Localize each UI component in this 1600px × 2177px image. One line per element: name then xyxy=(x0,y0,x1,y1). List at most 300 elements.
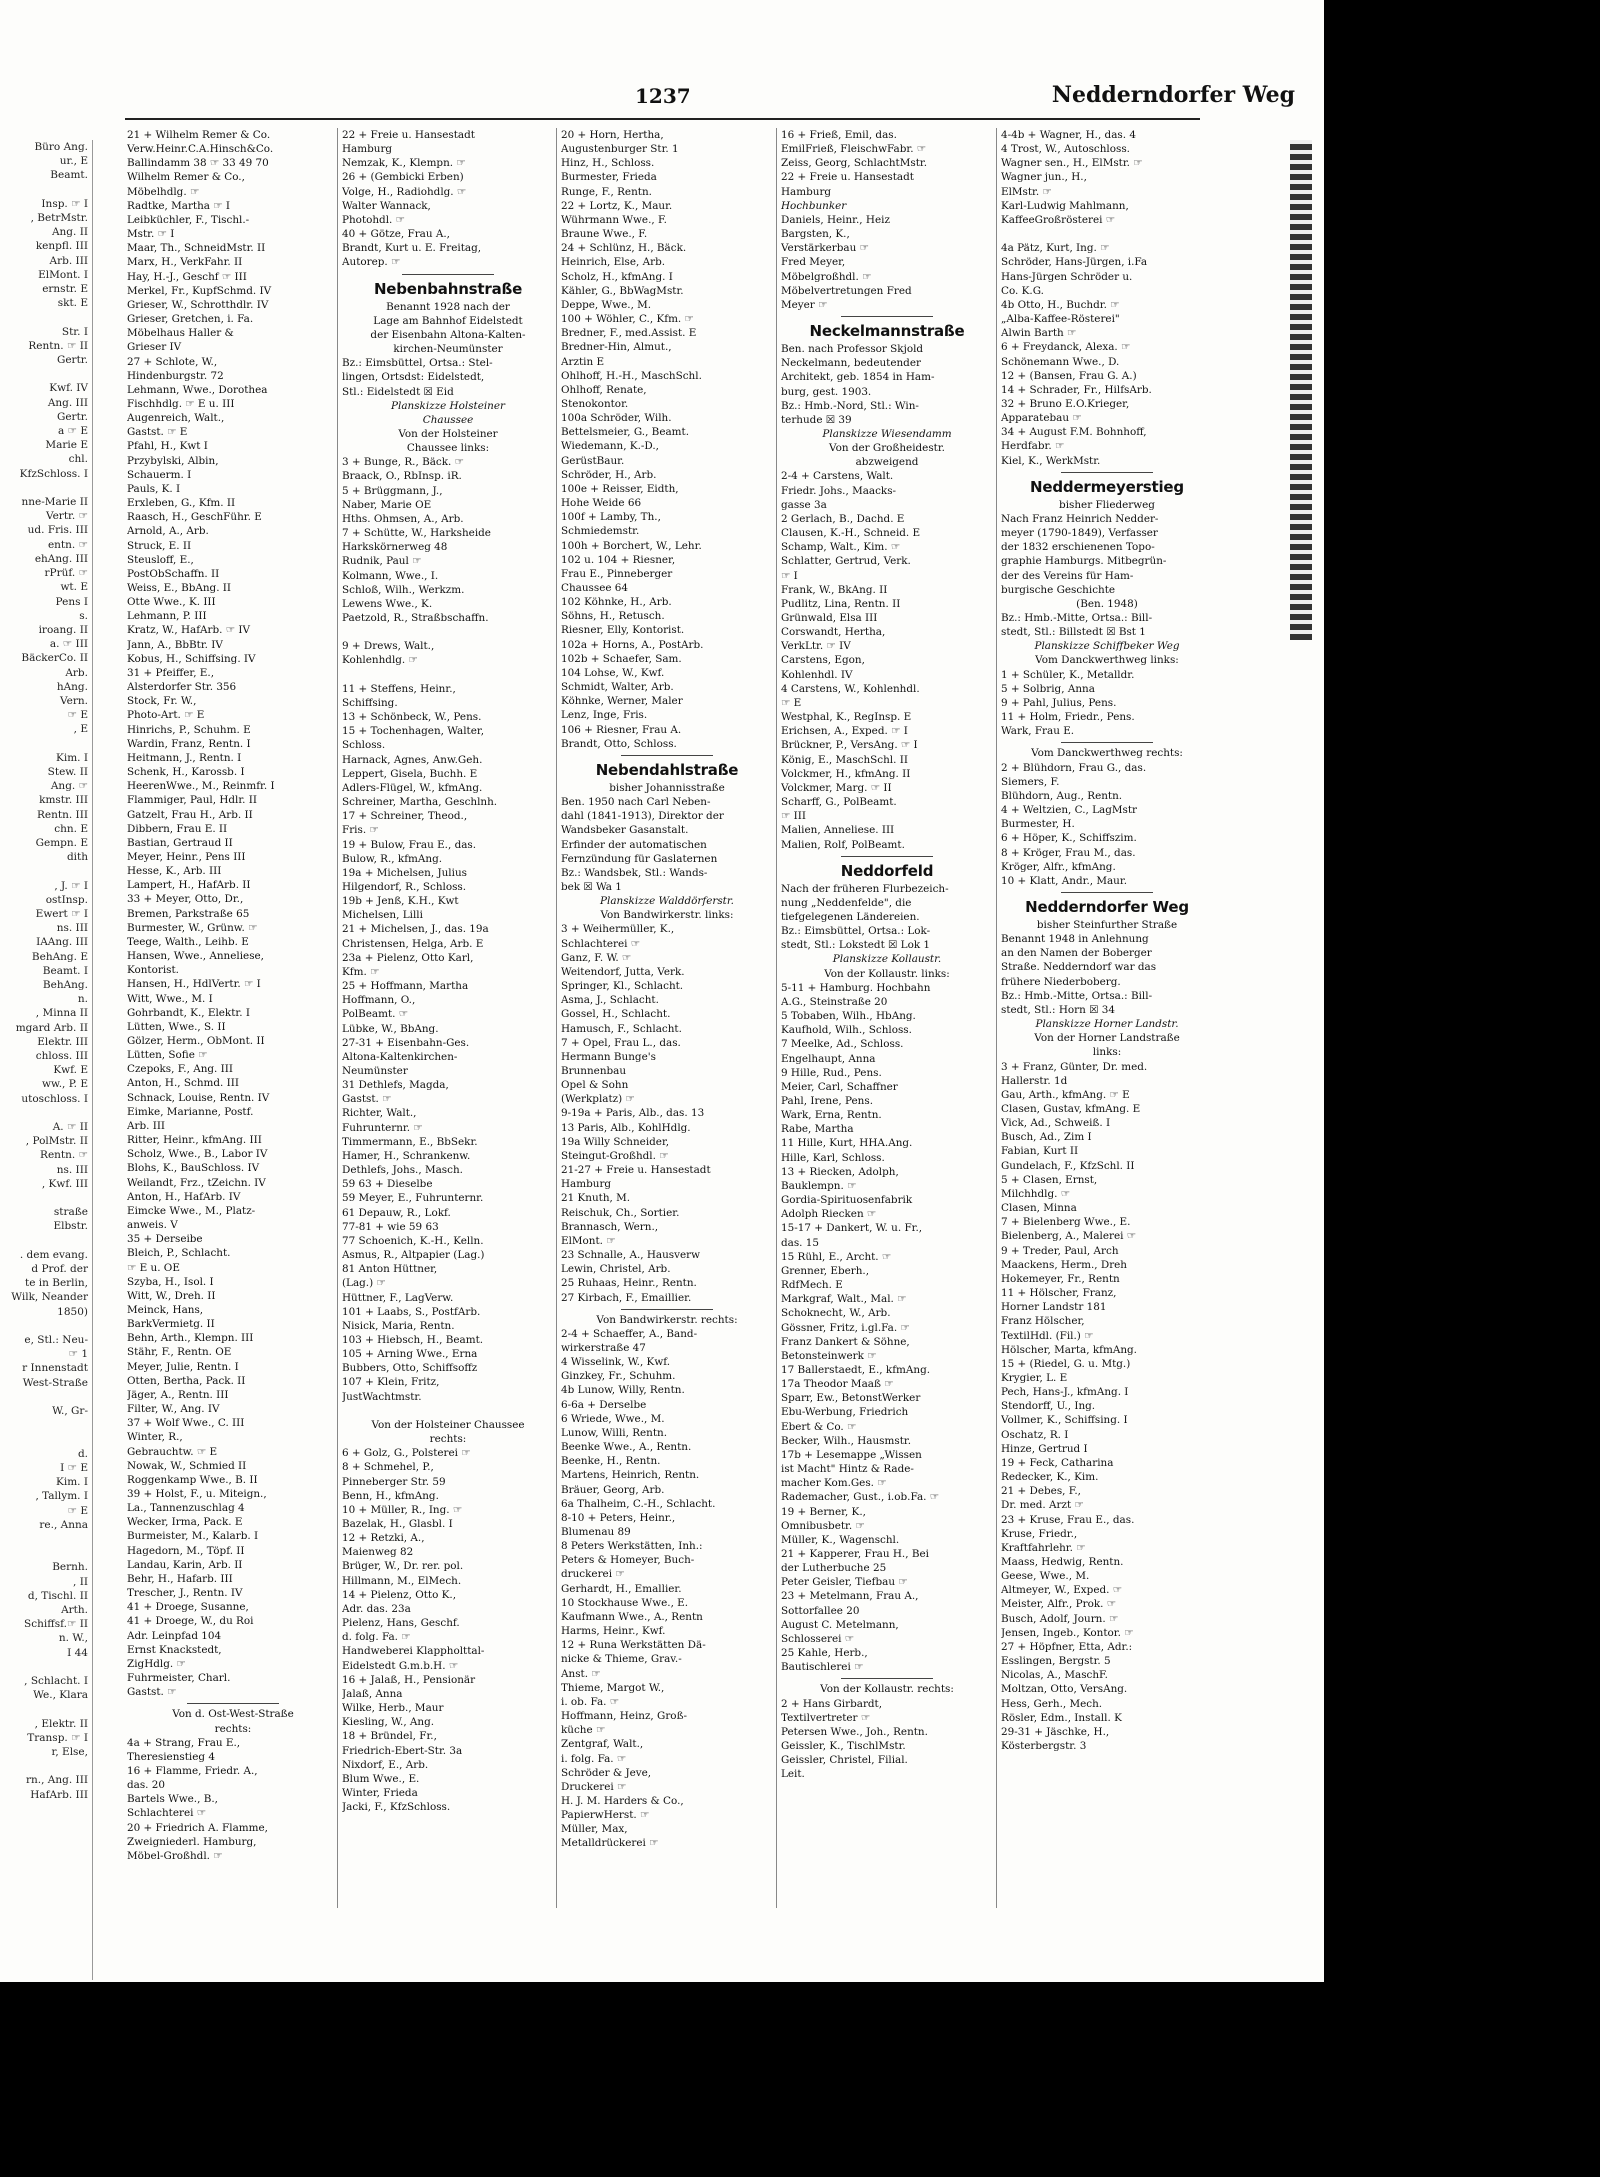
entry-line: 11 + Steffens, Heinr., xyxy=(342,682,456,695)
entry-line: Marx, H., VerkFahr. II xyxy=(127,256,243,269)
entry-line: 8-10 + Peters, Heinr., xyxy=(561,1511,676,1524)
entry-line: Gebrauchtw. ☞ E xyxy=(127,1445,218,1458)
entry-line: Bauklempn. ☞ xyxy=(781,1179,857,1192)
fragment-line: a. ☞ III xyxy=(49,638,88,651)
entry-line: Maackens, Herm., Dreh xyxy=(1001,1258,1128,1271)
entry-line: an den Namen der Boberger xyxy=(1001,947,1152,960)
entry-line: 21 + Michelsen, J., das. 19a xyxy=(342,923,489,936)
entry-line: Gau, Arth., kfmAng. ☞ E xyxy=(1001,1088,1130,1101)
entry-line: Arztin E xyxy=(561,355,605,368)
fragment-line xyxy=(0,1418,92,1432)
entry-line xyxy=(1001,227,1213,241)
entry-line: 81 Anton Hüttner, xyxy=(342,1263,438,1276)
entry-line: Schlatter, Gertrud, Verk. xyxy=(781,555,911,568)
entry-line: Horner Landstr 181 xyxy=(1001,1301,1107,1314)
fragment-line xyxy=(0,1234,92,1248)
entry-line: Schenk, H., Karossb. I xyxy=(127,766,245,779)
street-heading: Nedderndorfer Weg xyxy=(1025,897,1189,916)
entry-line: stedt, Stl.: Horn ☒ 34 xyxy=(1001,1003,1115,1016)
entry-line: Springer, Kl., Schlacht. xyxy=(561,980,684,993)
entry-line: Anst. ☞ xyxy=(561,1667,601,1680)
entry-line: Bz.: Hmb.-Mitte, Ortsa.: Bill- xyxy=(1001,612,1153,624)
entry-line: Co. K.G. xyxy=(1001,284,1044,297)
fragment-line: wt. E xyxy=(60,581,88,594)
fragment-line xyxy=(0,1759,92,1773)
entry-line: Nicolas, A., MaschF. xyxy=(1001,1669,1108,1682)
fragment-line: nne-Marie II xyxy=(21,496,88,509)
section-rule xyxy=(187,1703,279,1704)
street-heading: Nebenbahnstraße xyxy=(373,279,523,298)
fragment-line: , Schlacht. I xyxy=(24,1674,88,1687)
entry-line: Eimcke Wwe., M., Platz- xyxy=(127,1204,256,1217)
entry-line: HeerenWwe., M., Reinmfr. I xyxy=(127,780,275,793)
entry-line: 59 Meyer, E., Fuhrunternr. xyxy=(342,1192,484,1205)
entry-line: 25 + Hoffmann, Martha xyxy=(342,980,469,993)
fragment-line: ☞ E xyxy=(67,1504,88,1517)
entry-line: Rabe, Martha xyxy=(781,1123,854,1136)
entry-line: 21 + Kapperer, Frau H., Bei xyxy=(781,1548,929,1560)
entry-line: Geissler, Christel, Filial. xyxy=(781,1754,908,1767)
entry-line: Martens, Heinrich, Rentn. xyxy=(561,1469,700,1482)
entry-line: Bremen, Parkstraße 65 xyxy=(127,907,250,920)
entry-line: 21-27 + Freie u. Hansestadt xyxy=(561,1164,711,1177)
entry-line: Zweigniederl. Hamburg, xyxy=(127,1835,257,1848)
entry-line: PapierwHerst. ☞ xyxy=(561,1809,650,1822)
fragment-line: . dem evang. xyxy=(19,1248,88,1261)
entry-line: Ginzkey, Fr., Schuhm. xyxy=(561,1370,676,1383)
entry-line: Schoknecht, W., Arb. xyxy=(781,1307,891,1320)
fragment-line: rPrüf. ☞ xyxy=(44,567,88,580)
fragment-line: ☞ 1 xyxy=(68,1348,88,1361)
entry-line: Schnack, Louise, Rentn. IV xyxy=(127,1091,270,1104)
entry-line: Ebert & Co. ☞ xyxy=(781,1420,857,1433)
entry-line: Asma, J., Schlacht. xyxy=(561,994,659,1007)
entry-line: Hinze, Gertrud I xyxy=(1001,1442,1088,1455)
entry-line: Hans-Jürgen Schröder u. xyxy=(1001,270,1133,283)
entry-line: König, E., MaschSchl. II xyxy=(781,753,908,766)
entry-line: Schauerm. I xyxy=(127,468,192,481)
entry-line: Bz.: Eimsbüttel, Ortsa.: Lok- xyxy=(781,925,931,938)
entry-line: 8 + Schmehel, P., xyxy=(342,1461,434,1474)
entry-line: Lenz, Inge, Fris. xyxy=(561,709,648,722)
entry-line: Braack, O., RbInsp. iR. xyxy=(342,470,462,483)
entry-line: bisher Steinfurther Straße xyxy=(1036,918,1178,931)
entry-line: 8 + Kröger, Frau M., das. xyxy=(1001,846,1136,859)
entry-line: Beenke Wwe., A., Rentn. xyxy=(561,1441,692,1454)
entry-line: Fischhdlg. ☞ E u. III xyxy=(127,397,235,410)
entry-line: Hochbunker xyxy=(781,199,847,212)
entry-line: Szyba, H., Isol. I xyxy=(127,1275,214,1288)
fragment-line xyxy=(0,737,92,751)
entry-line: stedt, Stl.: Billstedt ☒ Bst 1 xyxy=(1001,626,1146,639)
entry-line: 102 u. 104 + Riesner, xyxy=(561,553,676,566)
entry-line: Blum Wwe., E. xyxy=(342,1772,420,1785)
entry-line: Maass, Hedwig, Rentn. xyxy=(1001,1556,1124,1568)
fragment-line: , Kwf. III xyxy=(41,1177,88,1190)
fragment-line: rn., Ang. III xyxy=(26,1774,88,1787)
entry-line: d. folg. Fa. ☞ xyxy=(342,1631,411,1644)
entry-line: 23a + Pielenz, Otto Karl, xyxy=(342,951,474,964)
entry-line: GerüstBaur. xyxy=(561,454,625,467)
entry-line: Meinck, Hans, xyxy=(127,1303,204,1316)
entry-line: „Alba-Kaffee-Rösterei" xyxy=(1001,313,1120,326)
entry-line: Markgraf, Walt., Mal. ☞ xyxy=(781,1293,907,1306)
entry-line: Bazelak, H., Glasbl. I xyxy=(342,1518,453,1530)
entry-line: 7 Meelke, Ad., Schloss. xyxy=(781,1038,904,1051)
fragment-line: , II xyxy=(73,1575,88,1588)
entry-line: Richter, Walt., xyxy=(342,1107,417,1120)
section-rule xyxy=(1061,472,1153,473)
entry-line: Stenokontor. xyxy=(561,397,629,410)
entry-line: wirkerstraße 47 xyxy=(561,1341,646,1354)
entry-line: Ritter, Heinr., kfmAng. III xyxy=(127,1134,262,1147)
fragment-line: e, Stl.: Neu- xyxy=(24,1334,88,1347)
entry-line: Omnibusbetr. ☞ xyxy=(781,1519,865,1532)
entry-line: Sparr, Ew., BetonstWerker xyxy=(781,1392,921,1405)
entry-line: Von d. Ost-West-Straße xyxy=(172,1708,294,1721)
entry-line: Leit. xyxy=(781,1768,805,1781)
entry-line: Beenke, H., Rentn. xyxy=(561,1455,661,1468)
entry-line: Gastst. ☞ xyxy=(342,1093,392,1106)
entry-line: Gastst. ☞ xyxy=(127,1686,177,1699)
entry-line: Roggenkamp Wwe., B. II xyxy=(127,1473,258,1486)
entry-line: Erxleben, G., Kfm. II xyxy=(127,497,236,510)
entry-line: Bargsten, K., xyxy=(781,228,850,241)
entry-line: kirchen-Neumünster xyxy=(393,343,503,356)
entry-line: 9-19a + Paris, Alb., das. 13 xyxy=(561,1107,705,1120)
entry-line: Kruse, Friedr., xyxy=(1001,1527,1078,1540)
entry-line: Geese, Wwe., M. xyxy=(1001,1570,1090,1583)
entry-line: Köhnke, Werner, Maler xyxy=(561,695,683,708)
entry-line: tiefgelegenen Ländereien. xyxy=(781,910,920,923)
entry-line: 106 + Riesner, Frau A. xyxy=(561,723,682,736)
entry-line: Weilandt, Frz., tZeichn. IV xyxy=(127,1176,266,1189)
fragment-line: , PolMstr. II xyxy=(25,1135,88,1148)
entry-line: Hüttner, F., LagVerw. xyxy=(342,1291,454,1304)
entry-line: 12 + Retzki, A., xyxy=(342,1532,425,1545)
entry-line: nicke & Thieme, Grav.- xyxy=(561,1653,682,1666)
entry-line: Anton, H., HafArb. IV xyxy=(127,1190,241,1203)
entry-line: Hansen, Wwe., Anneliese, xyxy=(127,950,264,963)
entry-line: Brandt, Kurt u. E. Freitag, xyxy=(342,242,482,255)
entry-line: Herdfabr. ☞ xyxy=(1001,440,1065,453)
fragment-line: straße xyxy=(53,1206,88,1219)
entry-line: Grieser IV xyxy=(127,341,182,354)
entry-line: Textilvertreter ☞ xyxy=(781,1711,871,1724)
entry-line: Müller, Max, xyxy=(561,1823,628,1836)
entry-line: Hermann Bunge's xyxy=(561,1050,656,1063)
entry-line: Bz.: Hmb.-Nord, Stl.: Win- xyxy=(781,399,919,412)
entry-line: Vom Danckwerthweg rechts: xyxy=(1031,747,1183,760)
fragment-line: ElMont. I xyxy=(38,268,88,281)
fragment-line: Gertr. xyxy=(56,354,88,367)
entry-line: Hohe Weide 66 xyxy=(561,497,642,510)
entry-line: 17 Ballerstaedt, E., kfmAng. xyxy=(781,1363,931,1376)
entry-line: 19 + Berner, K., xyxy=(781,1505,866,1518)
entry-line: Kaufmann Wwe., A., Rentn xyxy=(561,1610,703,1623)
fragment-line: Vern. xyxy=(60,694,88,707)
entry-line: Planskizze Schiffbeker Weg xyxy=(1034,640,1180,653)
entry-line: der 1832 erschienenen Topo- xyxy=(1001,541,1155,554)
entry-line: Schloß, Wilh., Werkzm. xyxy=(342,583,465,596)
directory-column-2 xyxy=(342,128,554,1814)
entry-line: 14 + Pielenz, Otto K., xyxy=(342,1588,457,1601)
entry-line: Jann, A., BbBtr. IV xyxy=(127,638,223,651)
entry-line: Photo-Art. ☞ E xyxy=(127,709,205,722)
entry-line: Dibbern, Frau E. II xyxy=(127,822,228,835)
entry-line: Möbel-Großhdl. ☞ xyxy=(127,1849,223,1862)
fragment-line: a ☞ E xyxy=(57,425,88,438)
fragment-line: Gempn. E xyxy=(35,836,88,849)
fragment-line: Vertr. ☞ xyxy=(45,510,88,523)
entry-line: Kraftfahrlehr. ☞ xyxy=(1001,1541,1086,1554)
entry-line: Photohdl. ☞ xyxy=(342,213,405,226)
entry-line: Stl.: Eidelstedt ☒ Eid xyxy=(342,385,454,398)
entry-line: 11 + Hölscher, Franz, xyxy=(1001,1287,1117,1300)
entry-line: 102a + Horns, A., PostArb. xyxy=(561,638,704,651)
entry-line: 20 + Horn, Hertha, xyxy=(561,129,664,141)
entry-line: 17b + Lesemappe „Wissen xyxy=(781,1448,922,1461)
entry-line: 104 Lohse, W., Kwf. xyxy=(561,666,665,679)
section-rule xyxy=(402,274,494,275)
entry-line: 4 Carstens, W., Kohlenhdl. xyxy=(781,682,920,695)
entry-line: Von der Holsteiner Chaussee xyxy=(371,1418,525,1431)
fragment-line: ur., E xyxy=(59,155,88,168)
entry-line: Blohs, K., BauSchloss. IV xyxy=(127,1162,260,1175)
entry-line: Milchhdlg. ☞ xyxy=(1001,1187,1071,1200)
entry-line: 23 Schnalle, A., Hausverw xyxy=(561,1249,701,1262)
fragment-line xyxy=(0,1660,92,1674)
entry-line: Planskizze Holsteiner xyxy=(391,399,505,412)
entry-line: Gossel, H., Schlacht. xyxy=(561,1008,671,1021)
entry-line: Heitmann, J., Rentn. I xyxy=(127,751,242,764)
entry-line: Asmus, R., Altpapier (Lag.) xyxy=(342,1249,485,1262)
entry-line: Bz.: Wandsbek, Stl.: Wands- xyxy=(561,866,708,879)
entry-line: Neumünster xyxy=(342,1065,408,1077)
entry-line: Vollmer, K., Schiffsing. I xyxy=(1001,1414,1128,1427)
section-rule xyxy=(1061,892,1153,893)
fragment-line: W., Gr- xyxy=(52,1405,88,1418)
entry-line: Peters & Homeyer, Buch- xyxy=(561,1554,695,1567)
entry-line: Meyer, Julie, Rentn. I xyxy=(127,1360,239,1373)
entry-line: Gastst. ☞ E xyxy=(127,426,188,439)
entry-line: Rademacher, Gust., i.ob.Fa. ☞ xyxy=(781,1491,940,1504)
entry-line: ist Macht" Hintz & Rade- xyxy=(781,1463,914,1476)
entry-line: Volckmer, H., kfmAng. II xyxy=(781,767,911,780)
entry-line: August C. Metelmann, xyxy=(781,1618,899,1631)
entry-line: Malien, Rolf, PolBeamt. xyxy=(781,838,905,851)
entry-line: 9 Hille, Rud., Pens. xyxy=(781,1066,882,1079)
entry-line: 6a Thalheim, C.-H., Schlacht. xyxy=(561,1497,716,1510)
fragment-line: iroang. II xyxy=(38,623,88,636)
entry-line: Nisick, Maria, Rentn. xyxy=(342,1319,455,1332)
entry-line: ZigHdlg. ☞ xyxy=(127,1657,186,1670)
entry-line: Zentgraf, Walt., xyxy=(561,1738,644,1751)
entry-line: Adlers-Flügel, W., kfmAng. xyxy=(342,781,483,794)
entry-line: 10 Stockhause Wwe., E. xyxy=(561,1596,689,1609)
entry-line: Erfinder der automatischen xyxy=(561,838,707,851)
entry-line: Hölscher, Marta, kfmAng. xyxy=(1001,1343,1137,1356)
entry-line: 5 Tobaben, Wilh., HbAng. xyxy=(781,1010,916,1023)
entry-line: Daniels, Heinr., Heiz xyxy=(781,213,890,226)
entry-line: Burmester, H. xyxy=(1001,818,1075,831)
entry-line: Chaussee xyxy=(422,413,474,426)
entry-line: 27 Kirbach, F., Emaillier. xyxy=(561,1291,692,1304)
fragment-line: re., Anna xyxy=(39,1518,88,1531)
entry-line: Gössner, Fritz, i.gl.Fa. ☞ xyxy=(781,1321,910,1334)
entry-line: terhude ☒ 39 xyxy=(781,413,852,426)
fragment-line: We., Klara xyxy=(33,1689,88,1702)
entry-line: Von der Holsteiner xyxy=(398,427,498,440)
entry-line: Becker, Wilh., Hausmstr. xyxy=(781,1434,911,1447)
entry-line: Nowak, W., Schmied II xyxy=(127,1459,247,1472)
entry-line: Bettelsmeier, G., Beamt. xyxy=(561,426,689,439)
entry-line: Möbelhaus Haller & xyxy=(127,327,234,340)
entry-line: 15-17 + Dankert, W. u. Fr., xyxy=(781,1222,923,1235)
entry-line: Nixdorf, E., Arb. xyxy=(342,1758,429,1771)
entry-line: Hamburg xyxy=(781,185,832,198)
entry-line: Harms, Heinr., Kwf. xyxy=(561,1625,666,1638)
entry-line: Kfm. ☞ xyxy=(342,965,380,978)
fragment-line: Ang. II xyxy=(51,226,88,239)
entry-line: RdfMech. E xyxy=(781,1279,843,1292)
fragment-line: I ☞ E xyxy=(60,1461,88,1474)
fragment-line xyxy=(0,1532,92,1546)
entry-line: Hindenburgstr. 72 xyxy=(127,369,224,382)
entry-line: burg, gest. 1903. xyxy=(781,385,872,398)
fragment-line xyxy=(0,310,92,324)
entry-line: 14 + Schrader, Fr., HilfsArb. xyxy=(1001,383,1152,396)
entry-line: Kolmann, Wwe., I. xyxy=(342,569,439,582)
entry-line: Meyer, Heinr., Pens III xyxy=(127,850,246,863)
header-rule xyxy=(125,118,1200,120)
entry-line: Schamp, Walt., Kim. ☞ xyxy=(781,541,901,554)
fragment-line: BehAng. xyxy=(42,978,88,991)
entry-line: Schönemann Wwe., D. xyxy=(1001,355,1120,368)
entry-line: Hamburg xyxy=(342,143,393,156)
entry-line: Möbelgroßhdl. ☞ xyxy=(781,270,872,283)
entry-line: Hille, Karl, Schloss. xyxy=(781,1151,885,1164)
entry-line: Bleich, P., Schlacht. xyxy=(127,1247,231,1260)
fragment-line: hAng. xyxy=(56,680,88,693)
entry-line: 10 + Müller, R., Ing. ☞ xyxy=(342,1503,463,1516)
section-rule xyxy=(621,1309,713,1310)
entry-line: 22 + Freie u. Hansestadt xyxy=(781,171,914,184)
entry-line: Westphal, K., RegInsp. E xyxy=(781,711,912,724)
entry-line: Altona-Kaltenkirchen- xyxy=(342,1050,458,1063)
entry-line: Lewens Wwe., K. xyxy=(342,597,433,610)
column-divider xyxy=(556,128,557,1908)
entry-line: Schreiner, Martha, Geschlnh. xyxy=(342,796,498,809)
entry-line: Behn, Arth., Klempn. III xyxy=(127,1332,254,1345)
entry-line: Stendorff, U., Ing. xyxy=(1001,1400,1096,1413)
fragment-line: chloss. III xyxy=(35,1050,88,1062)
entry-line: A.G., Steinstraße 20 xyxy=(781,995,888,1008)
entry-line: Ganz, F. W. ☞ xyxy=(561,951,632,964)
fragment-line: Arb. III xyxy=(49,254,88,267)
street-heading: Neddorfeld xyxy=(840,861,934,880)
entry-line: Sottorfallee 20 xyxy=(781,1604,860,1617)
entry-line: 21 Knuth, M. xyxy=(561,1192,631,1205)
entry-line: links: xyxy=(1092,1046,1122,1059)
entry-line: 103 + Hiebsch, H., Beamt. xyxy=(342,1333,484,1346)
entry-line: gasse 3a xyxy=(781,498,827,511)
entry-line xyxy=(342,1404,554,1418)
entry-line: Rudnik, Paul ☞ xyxy=(342,555,422,568)
entry-line: Gohrbandt, K., Elektr. I xyxy=(127,1006,250,1019)
entry-line: Chaussee links: xyxy=(406,442,490,455)
fragment-line: r, Else, xyxy=(51,1745,88,1758)
entry-line: Druckerei ☞ xyxy=(561,1780,627,1793)
fragment-line xyxy=(0,1702,92,1716)
entry-line: H. J. M. Harders & Co., xyxy=(561,1794,684,1807)
entry-line: 10 + Klatt, Andr., Maur. xyxy=(1001,874,1128,887)
entry-line: Busch, Ad., Zim I xyxy=(1001,1131,1092,1144)
entry-line: 3 + Weihermüller, K., xyxy=(561,923,675,936)
entry-line: Lütten, Wwe., S. II xyxy=(127,1020,226,1033)
entry-line: Jensen, Ingeb., Kontor. ☞ xyxy=(1001,1626,1134,1639)
fragment-line: BäckerCo. II xyxy=(21,652,88,665)
entry-line: Planskizze Kollaustr. xyxy=(832,953,942,966)
entry-line: Opel & Sohn xyxy=(561,1079,629,1092)
entry-line: 100a Schröder, Wilh. xyxy=(561,412,672,425)
entry-line: Planskizze Walddörferstr. xyxy=(600,895,734,908)
entry-line: Autorep. ☞ xyxy=(342,256,401,269)
entry-line: 20 + Friedrich A. Flamme, xyxy=(127,1821,268,1834)
entry-line: Otten, Bertha, Pack. II xyxy=(127,1374,246,1387)
entry-line: Schlosserei ☞ xyxy=(781,1632,855,1645)
entry-line: Merkel, Fr., KupfSchmd. IV xyxy=(127,284,272,297)
fragment-line: n. xyxy=(77,993,88,1006)
entry-line xyxy=(342,625,554,639)
entry-line: Brüger, W., Dr. rer. pol. xyxy=(342,1560,464,1573)
entry-line: Bredner-Hin, Almut., xyxy=(561,341,672,354)
fragment-line: Bernh. xyxy=(52,1561,88,1574)
entry-line: Nach der früheren Flurbezeich- xyxy=(781,882,949,895)
entry-line: 59 63 + Dieselbe xyxy=(342,1178,433,1191)
entry-line: Pudlitz, Lina, Rentn. II xyxy=(781,597,901,610)
entry-line: Schröder, H., Arb. xyxy=(561,468,657,481)
entry-line: Möbelhdlg. ☞ xyxy=(127,185,200,198)
entry-line: Schlachterei ☞ xyxy=(561,937,641,950)
fragment-line: Transp. ☞ I xyxy=(27,1731,88,1744)
entry-line: Kösterbergstr. 3 xyxy=(1001,1740,1087,1753)
entry-line: graphie Hamburgs. Mitbegrün- xyxy=(1001,555,1167,568)
entry-line: 40 + Götze, Frau A., xyxy=(342,228,450,241)
fragment-line: West-Straße xyxy=(22,1376,88,1389)
entry-line: Engelhaupt, Anna xyxy=(781,1052,876,1065)
fragment-line: entn. ☞ xyxy=(47,538,88,551)
previous-page-fragment xyxy=(0,140,93,1980)
entry-line: ElMstr. ☞ xyxy=(1001,185,1052,198)
entry-line: Vick, Ad., Schweiß. I xyxy=(1001,1117,1111,1130)
entry-line: Harkskörnerweg 48 xyxy=(342,541,448,554)
page-edge-scan-artifact xyxy=(1290,140,1312,640)
entry-line: Hess, Gerh., Mech. xyxy=(1001,1697,1103,1710)
entry-line: Peter Geisler, Tiefbau ☞ xyxy=(781,1576,908,1589)
entry-line: Clausen, K.-H., Schneid. E xyxy=(781,527,921,540)
entry-line: frühere Niederboberg. xyxy=(1001,975,1121,988)
entry-line: Alsterdorfer Str. 356 xyxy=(127,681,237,694)
entry-line: Chaussee 64 xyxy=(561,582,629,594)
street-heading: Nebendahlstraße xyxy=(595,760,739,779)
fragment-line: Rentn. ☞ xyxy=(40,1149,88,1162)
entry-line: dahl (1841-1913), Direktor der xyxy=(561,810,724,823)
entry-line: 16 + Frieß, Emil, das. xyxy=(781,129,897,141)
entry-line: 19a Willy Schneider, xyxy=(561,1135,670,1148)
entry-line: i. ob. Fa. ☞ xyxy=(561,1695,620,1708)
entry-line: bek ☒ Wa 1 xyxy=(561,880,622,893)
